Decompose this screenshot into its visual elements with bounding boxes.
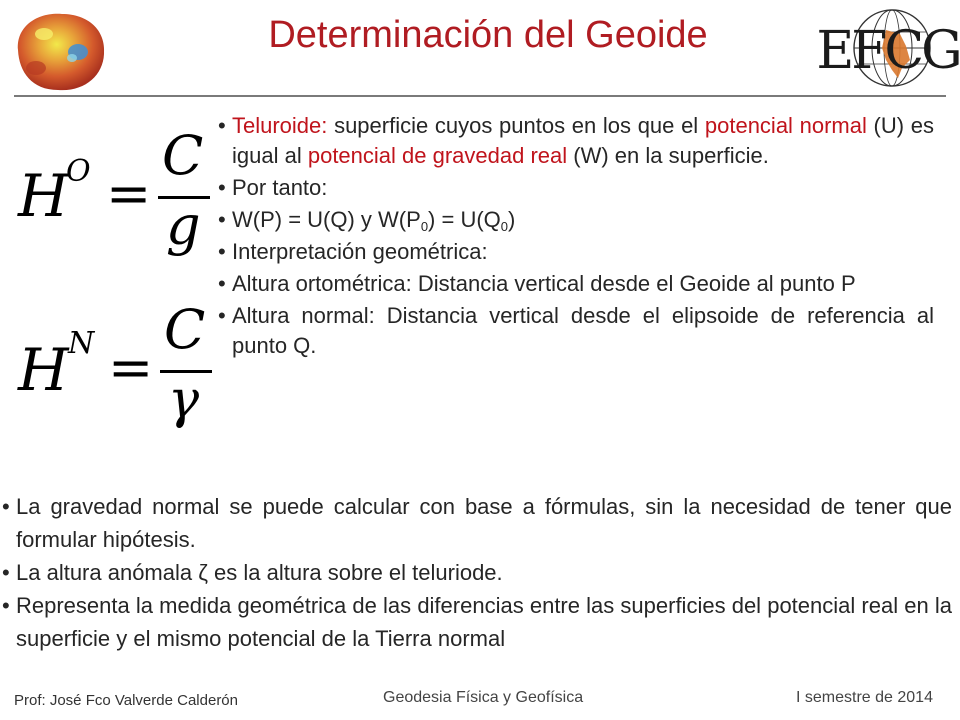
footer-semester: I semestre de 2014: [796, 689, 933, 706]
normal-height-formula: [18, 298, 218, 438]
text-run: (W) en la superficie.: [567, 143, 769, 168]
formula-numerator: C: [162, 124, 204, 187]
orthometric-height-formula: [18, 124, 218, 264]
formula-equals: =: [106, 162, 152, 225]
subscript: 0: [500, 219, 509, 234]
text-run: Altura normal: Distancia vertical desde el elipsoide de referencia al punto Q.: [232, 303, 934, 358]
normal-potential-term: potencial normal: [704, 113, 867, 138]
formula-numerator: C: [164, 298, 206, 361]
formula-lhs: H: [18, 162, 69, 230]
text-run: Interpretación geométrica:: [232, 239, 488, 264]
text-run: Por tanto:: [232, 175, 328, 200]
text-run: (U) es igual al: [232, 113, 934, 168]
formula-equals: =: [108, 336, 154, 399]
formula-denominator: γ: [168, 370, 200, 430]
definitions-list: [218, 111, 934, 363]
list-item: • La altura anómala ζ es la altura sobre el teluriode.: [2, 556, 952, 589]
list-item: [218, 301, 934, 361]
svg-text:EFCG: EFCG: [816, 21, 960, 81]
list-item: [218, 111, 934, 171]
text-run: ) = U(Q: [428, 207, 501, 232]
list-item: [218, 237, 934, 267]
footer-author: Prof: José Fco Valverde Calderón: [14, 692, 238, 709]
telluroid-term: Teluroide:: [232, 113, 328, 138]
geoid-image: [6, 6, 112, 96]
page-title: Determinación del Geoide: [268, 14, 708, 56]
formula-lhs: H: [18, 336, 69, 404]
list-item: • Representa la medida geométrica de las diferencias entre las superficies del potencial real en la superficie y el mismo potencial de la Tierra normal: [2, 589, 952, 655]
list-item: • La gravedad normal se puede calcular con base a fórmulas, sin la necesidad de tener que formular hipótesis.: [2, 490, 952, 556]
list-item: [218, 269, 934, 299]
text-run: W(P) = U(Q) y W(P: [232, 207, 421, 232]
list-item: [218, 205, 934, 235]
header-divider: [14, 95, 946, 97]
list-item: [218, 173, 934, 203]
efcg-logo: [816, 4, 960, 94]
formula-superscript: N: [68, 326, 95, 361]
real-gravity-potential-term: potencial de gravedad real: [307, 143, 568, 168]
formula-denominator: g: [166, 194, 201, 257]
subscript: 0: [420, 219, 429, 234]
formula-superscript: O: [66, 154, 91, 189]
explanation-list: [2, 490, 952, 655]
text-run: Altura ortométrica: Distancia vertical desde el Geoide al punto P: [232, 271, 856, 296]
text-run: ): [508, 207, 516, 232]
footer-course: Geodesia Física y Geofísica: [383, 689, 584, 706]
text-run: superficie cuyos puntos en los que el: [327, 113, 705, 138]
